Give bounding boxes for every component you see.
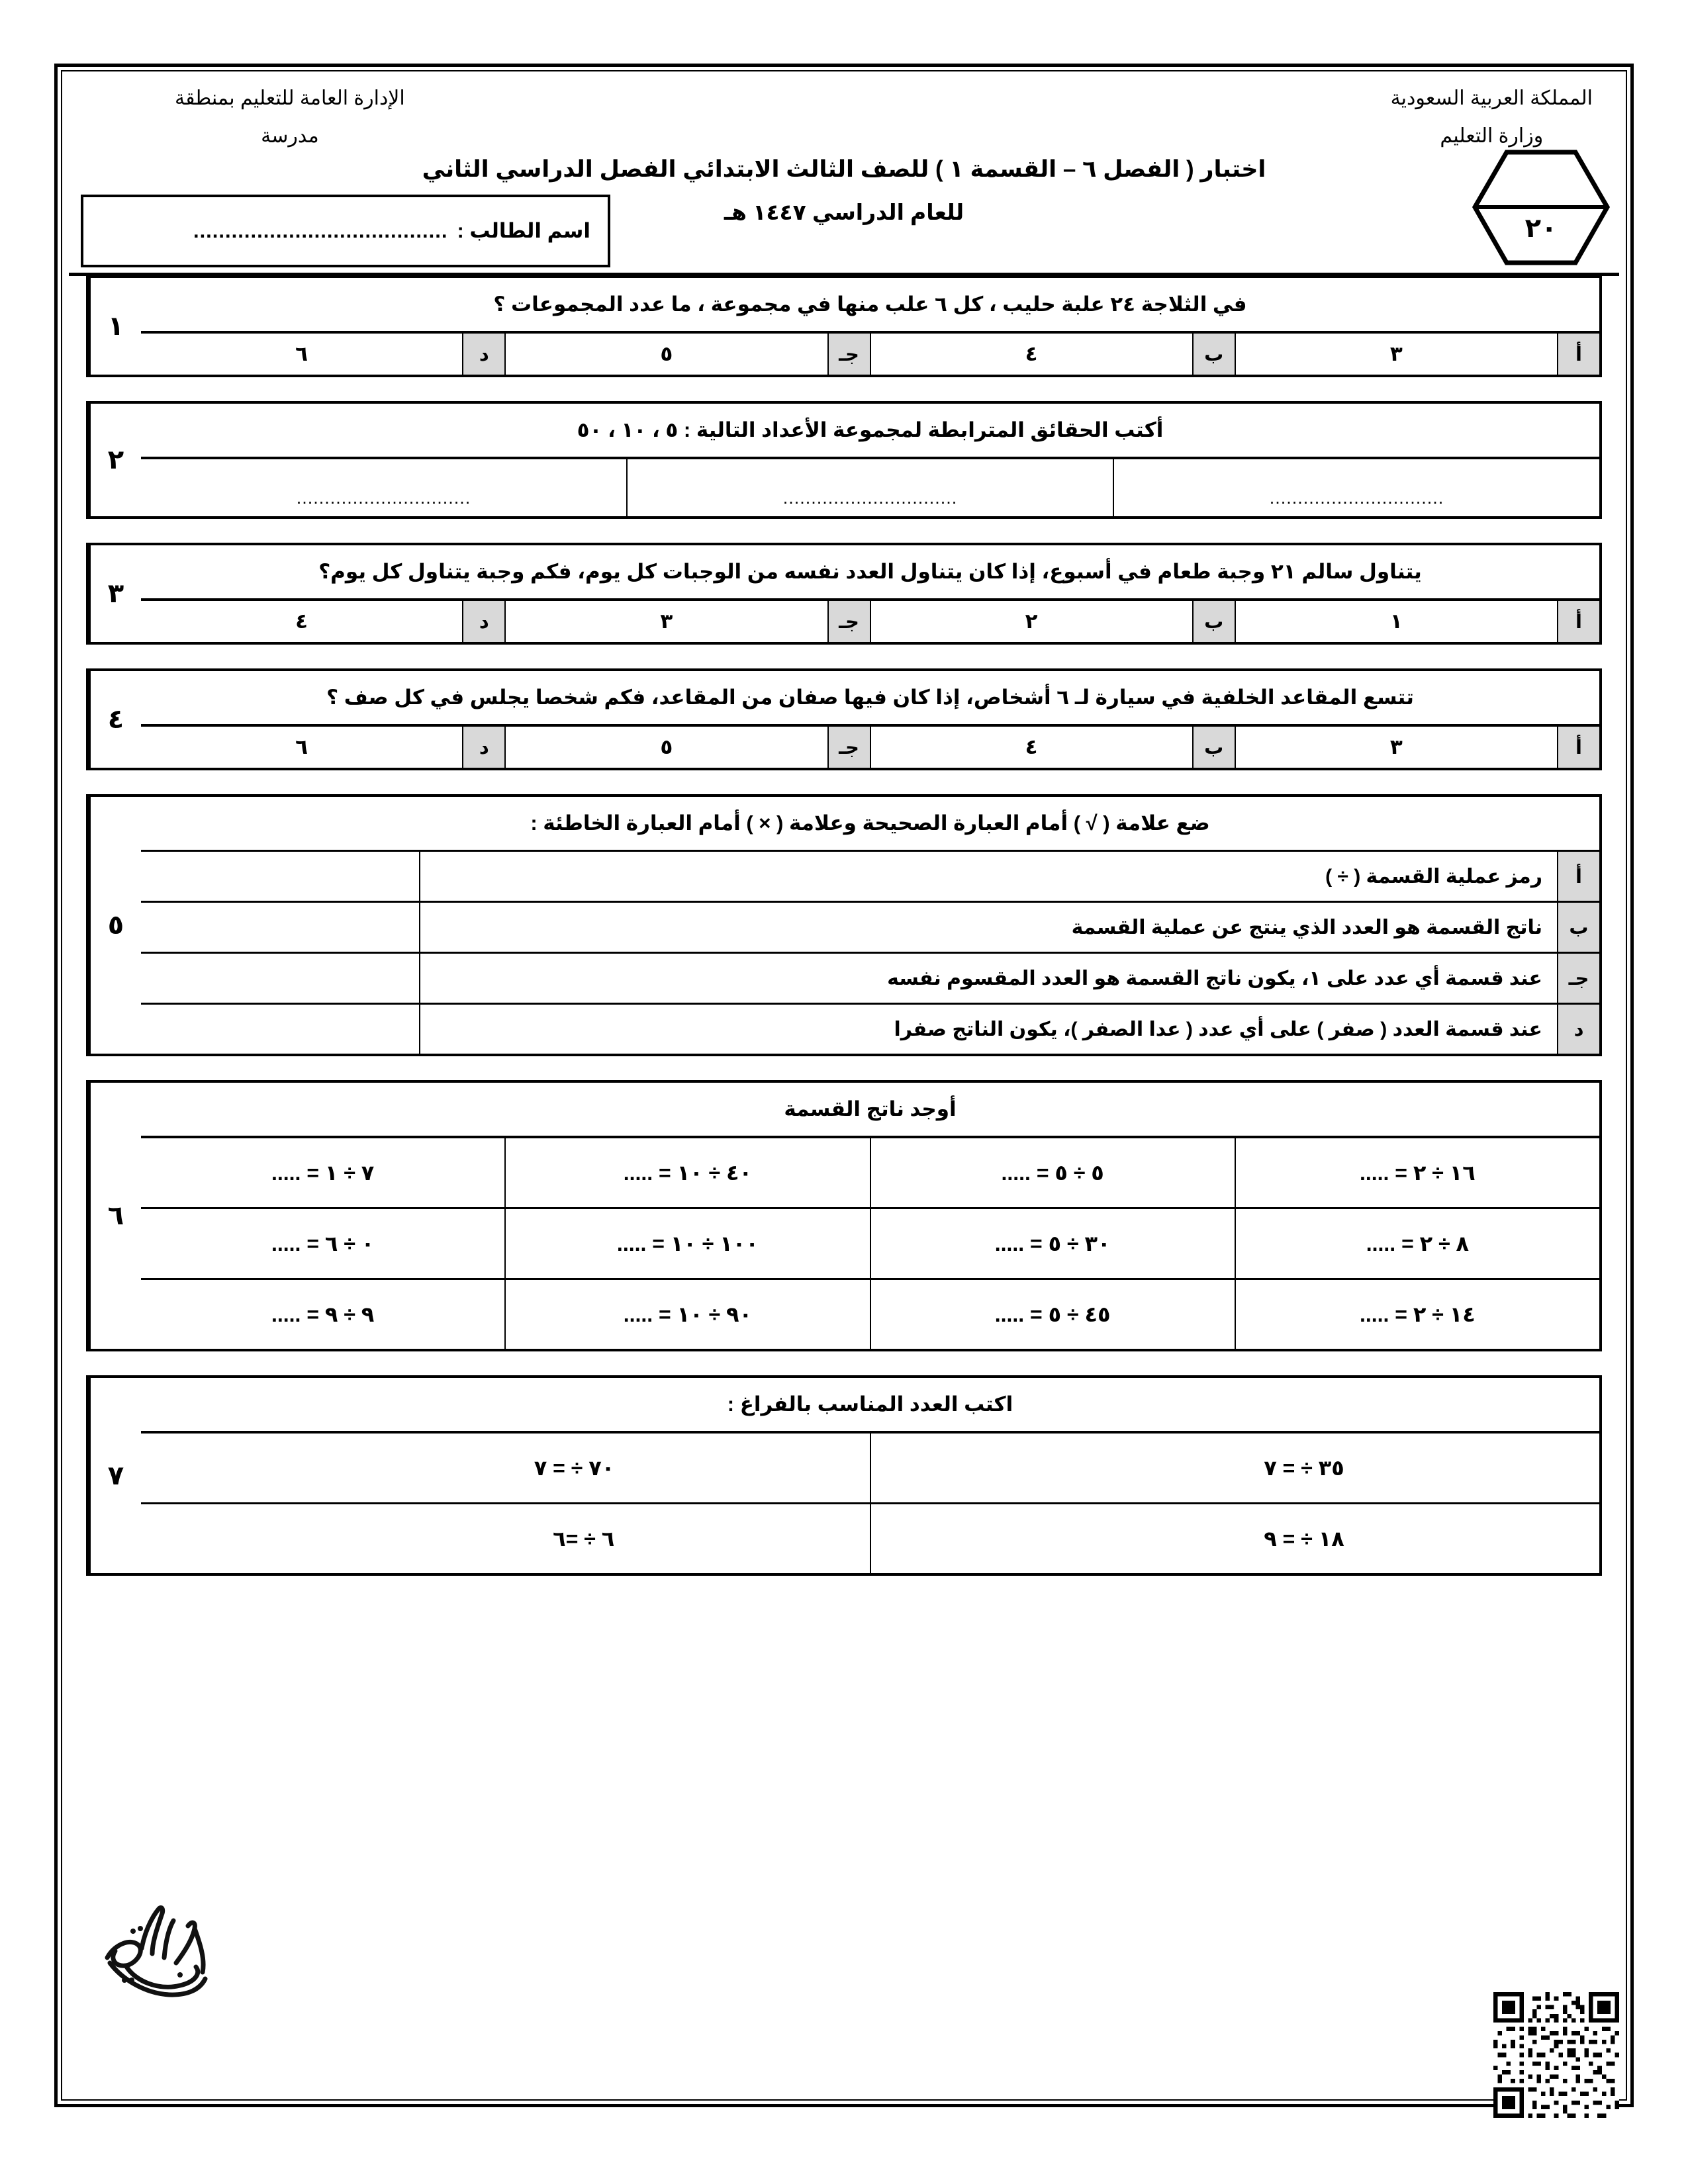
option-value-d[interactable]: ٤	[295, 610, 308, 633]
division-cell[interactable]: ٩٠ ÷ ١٠ = .....	[504, 1280, 869, 1349]
option-key-c[interactable]: جـ	[827, 334, 871, 375]
student-name-label: اسم الطالب :	[457, 219, 590, 242]
academic-year-label: للعام الدراسي ١٤٤٧ هـ	[724, 200, 964, 224]
administration-label: الإدارة العامة للتعليم بمنطقة	[175, 87, 405, 109]
question-3	[86, 543, 1602, 645]
division-cell[interactable]: ٣٠ ÷ ٥ = .....	[870, 1209, 1235, 1278]
question-1-body	[141, 278, 1599, 375]
statement-key-b: ب	[1557, 903, 1599, 952]
fill-blank-expression: ١٨ ÷ = ٩	[1264, 1527, 1344, 1551]
question-1-number: ١	[89, 278, 141, 375]
fill-blank-cell[interactable]	[141, 1504, 870, 1573]
option-value-a[interactable]: ١	[1389, 610, 1403, 633]
page-title	[228, 156, 1460, 183]
student-name-field[interactable]	[81, 195, 610, 267]
division-row-1	[141, 1136, 1599, 1207]
division-cell[interactable]: ٤٥ ÷ ٥ = .....	[870, 1280, 1235, 1349]
division-cell[interactable]: ١٤ ÷ ٢ = .....	[1235, 1280, 1599, 1349]
question-6-stem: أوجد ناتج القسمة	[784, 1097, 957, 1120]
header-left-block	[175, 79, 405, 155]
division-row-3	[141, 1278, 1599, 1349]
option-key-a[interactable]: أ	[1557, 601, 1599, 642]
statement-text-b: ناتج القسمة هو العدد الذي ينتج عن عملية القسمة	[1071, 916, 1542, 938]
division-cell[interactable]: ٨ ÷ ٢ = .....	[1235, 1209, 1599, 1278]
qr-code-icon	[1493, 1992, 1619, 2118]
statement-text-d: عند قسمة العدد ( صفر ) على أي عدد ( عدا الصفر )، يكون الناتج صفرا	[894, 1018, 1542, 1040]
statement-answer-box-b[interactable]	[141, 903, 420, 952]
statement-key-d: د	[1557, 1005, 1599, 1054]
question-5	[86, 794, 1602, 1056]
option-key-d[interactable]: د	[462, 334, 506, 375]
statement-answer-box-d[interactable]	[141, 1005, 420, 1054]
statement-row-b	[141, 901, 1599, 952]
statement-key-a: أ	[1557, 852, 1599, 901]
option-key-a[interactable]: أ	[1557, 727, 1599, 768]
division-cell[interactable]: ١٦ ÷ ٢ = .....	[1235, 1138, 1599, 1207]
question-2	[86, 401, 1602, 519]
qr-code	[1493, 1992, 1619, 2118]
fill-blank-expression: ٧٠ ÷ = ٧	[534, 1456, 615, 1480]
fill-blank-cell[interactable]	[870, 1504, 1600, 1573]
fill-blank-row-1	[141, 1431, 1599, 1502]
option-key-d[interactable]: د	[462, 727, 506, 768]
division-cell[interactable]: ١٠٠ ÷ ١٠ = .....	[504, 1209, 869, 1278]
fill-blank-cell[interactable]	[141, 1433, 870, 1502]
division-cell[interactable]: ٠ ÷ ٦ = .....	[271, 1232, 375, 1255]
option-value-b[interactable]: ٢	[1025, 610, 1038, 633]
question-2-body	[141, 404, 1599, 516]
question-4-body	[141, 671, 1599, 768]
option-value-a[interactable]: ٣	[1389, 735, 1403, 758]
header-divider	[69, 273, 1619, 276]
option-value-a[interactable]: ٣	[1389, 342, 1403, 365]
option-value-b[interactable]: ٤	[1025, 735, 1038, 758]
student-name-blank[interactable]: ........................................	[193, 219, 448, 242]
question-4	[86, 668, 1602, 770]
signature-icon	[95, 1880, 241, 2012]
option-value-c[interactable]: ٥	[660, 342, 673, 365]
question-4-number: ٤	[89, 671, 141, 768]
question-5-body	[141, 797, 1599, 1054]
question-1	[86, 275, 1602, 377]
question-3-stem: يتناول سالم ٢١ وجبة طعام في أسبوع، إذا كان يتناول العدد نفسه من الوجبات كل يوم، فكم وجبة يتناول كل يوم؟	[318, 560, 1422, 583]
kingdom-label: المملكة العربية السعودية	[1390, 87, 1593, 109]
question-2-number: ٢	[89, 404, 141, 516]
option-key-b[interactable]: ب	[1192, 334, 1236, 375]
question-6-body	[141, 1083, 1599, 1349]
question-3-number: ٣	[89, 545, 141, 642]
option-key-b[interactable]: ب	[1192, 727, 1236, 768]
question-4-options	[141, 727, 1599, 768]
question-2-answer-row	[141, 459, 1599, 516]
statement-answer-box-a[interactable]	[141, 852, 420, 901]
division-row-2	[141, 1207, 1599, 1278]
question-1-options	[141, 334, 1599, 375]
statement-text-a: رمز عملية القسمة ( ÷ )	[1325, 865, 1542, 887]
document-header	[69, 77, 1619, 275]
header-right-block	[1391, 79, 1593, 155]
teacher-signature	[95, 1880, 241, 2012]
exam-title-text: اختبار ( الفصل ٦ – القسمة ١ ) للصف الثالث الابتدائي الفصل الدراسي الثاني	[422, 156, 1266, 182]
answer-blank-1[interactable]: ...............................	[1113, 459, 1599, 516]
question-5-stem: ضع علامة ( √ ) أمام العبارة الصحيحة وعلامة ( × ) أمام العبارة الخاطئة :	[530, 811, 1210, 835]
division-cell[interactable]: ٥ ÷ ٥ = .....	[870, 1138, 1235, 1207]
mark-hexagon	[1472, 150, 1610, 265]
option-key-c[interactable]: جـ	[827, 727, 871, 768]
statement-answer-box-c[interactable]	[141, 954, 420, 1003]
ministry-label: وزارة التعليم	[1440, 125, 1544, 147]
statement-key-c: جـ	[1557, 954, 1599, 1003]
question-6-number: ٦	[89, 1083, 141, 1349]
answer-blank-3[interactable]: ...............................	[296, 488, 471, 508]
question-4-stem: تتسع المقاعد الخلفية في سيارة لـ ٦ أشخاص، إذا كان فيها صفان من المقاعد، فكم شخصا يجلس في كل صف ؟	[326, 686, 1414, 709]
fill-blank-cell[interactable]	[870, 1433, 1600, 1502]
question-2-stem: أكتب الحقائق المترابطة لمجموعة الأعداد التالية : ٥ ، ١٠ ، ٥٠	[577, 418, 1164, 441]
option-value-d[interactable]: ٦	[295, 342, 308, 365]
option-key-a[interactable]: أ	[1557, 334, 1599, 375]
option-value-c[interactable]: ٥	[660, 735, 673, 758]
option-value-d[interactable]: ٦	[295, 735, 308, 758]
question-7-number: ٧	[89, 1378, 141, 1573]
option-value-c[interactable]: ٣	[660, 610, 673, 633]
question-7-stem: اكتب العدد المناسب بالفراغ :	[727, 1392, 1013, 1416]
question-3-options	[141, 601, 1599, 642]
answer-blank-2[interactable]: ...............................	[626, 459, 1113, 516]
question-3-body	[141, 545, 1599, 642]
question-7-body	[141, 1378, 1599, 1573]
fill-blank-expression: ٦ ÷ =٦	[553, 1527, 615, 1551]
question-7	[86, 1375, 1602, 1576]
statement-row-a	[141, 850, 1599, 901]
option-value-b[interactable]: ٤	[1025, 342, 1038, 365]
statement-row-c	[141, 952, 1599, 1003]
hexagon-shape	[1472, 150, 1610, 265]
fill-blank-expression: ٣٥ ÷ = ٧	[1264, 1456, 1344, 1480]
question-5-number: ٥	[89, 797, 141, 1054]
statement-text-c: عند قسمة أي عدد على ١، يكون ناتج القسمة هو العدد المقسوم نفسه	[887, 967, 1542, 989]
option-key-d[interactable]: د	[462, 601, 506, 642]
question-6	[86, 1080, 1602, 1351]
option-key-b[interactable]: ب	[1192, 601, 1236, 642]
division-cell[interactable]: ٤٠ ÷ ١٠ = .....	[504, 1138, 869, 1207]
fill-blank-row-2	[141, 1502, 1599, 1573]
division-cell[interactable]: ٩ ÷ ٩ = .....	[271, 1302, 375, 1326]
question-1-stem: في الثلاجة ٢٤ علبة حليب ، كل ٦ علب منها في مجموعة ، ما عدد المجموعات ؟	[493, 293, 1247, 316]
school-label: مدرسة	[261, 125, 319, 147]
statement-row-d	[141, 1003, 1599, 1054]
division-cell[interactable]: ٧ ÷ ١ = .....	[271, 1161, 375, 1185]
mark-total-value: ٢٠	[1524, 214, 1558, 243]
option-key-c[interactable]: جـ	[827, 601, 871, 642]
exam-sheet	[69, 77, 1619, 2091]
